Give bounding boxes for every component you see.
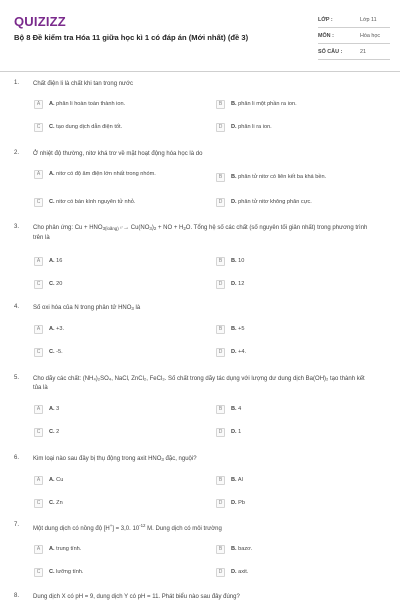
option-d[interactable]: D D. phân li ra ion. xyxy=(216,120,272,134)
option-text: Zn xyxy=(56,500,63,506)
option-badge: B xyxy=(216,100,225,109)
meta-count-row xyxy=(318,44,390,60)
question-number: 2. xyxy=(14,150,20,156)
option-badge: B xyxy=(216,257,225,266)
option-b[interactable]: B B. bazơ. xyxy=(216,542,252,556)
option-text: nitơ có độ âm điện lớn nhất trong nhóm. xyxy=(56,171,156,177)
option-text: nitơ có bán kính nguyên tử nhỏ. xyxy=(56,199,136,205)
option-badge: B xyxy=(216,325,225,334)
option-text: phân tử nitơ không phân cực. xyxy=(238,199,312,205)
option-badge: D xyxy=(216,499,225,508)
question-number: 1. xyxy=(14,80,20,86)
option-c[interactable]: C C. tạo dung dịch dẫn điện tốt. xyxy=(34,120,122,134)
option-b[interactable]: B B. +5 xyxy=(216,322,245,336)
option-d[interactable]: D D. phân tử nitơ không phân cực. xyxy=(216,195,312,209)
question-number: 7. xyxy=(14,522,20,528)
option-c[interactable]: C C. 2 xyxy=(34,425,59,439)
option-text: trung tính. xyxy=(56,546,82,552)
option-badge: D xyxy=(216,198,225,207)
option-badge: C xyxy=(34,499,43,508)
header xyxy=(0,0,400,72)
meta-subject-row xyxy=(318,28,390,44)
option-b[interactable]: B B. phân li một phần ra ion. xyxy=(216,97,297,111)
option-a[interactable]: A A. phân li hoàn toàn thành ion. xyxy=(34,97,125,111)
meta-subject-value: Hóa học xyxy=(360,32,381,39)
option-text: +3. xyxy=(56,326,65,332)
question-text: Cho phản ứng: $Cu + HNO_{3(loãng)}$ $t^\circ\to Cu(NO_3)_2$ + NO + $H_2O$. Tổng hệ số các chất (số nguyên tối giản nhất) trong phương trình trên là xyxy=(33,225,368,241)
option-badge: A xyxy=(34,545,43,554)
option-c[interactable]: C C. nitơ có bán kính nguyên tử nhỏ. xyxy=(34,195,135,209)
option-text: phân li ra ion. xyxy=(238,124,272,130)
option-a[interactable]: A A. 3 xyxy=(34,402,59,416)
question-number: 3. xyxy=(14,224,20,230)
option-badge: D xyxy=(216,280,225,289)
option-badge: D xyxy=(216,568,225,577)
option-text: 3 xyxy=(56,406,60,412)
option-text: phân li hoàn toàn thành ion. xyxy=(56,101,126,107)
option-a[interactable]: A A. 16 xyxy=(34,254,62,268)
option-c[interactable]: C C. Zn xyxy=(34,496,63,510)
option-a[interactable]: A A. trung tính. xyxy=(34,542,81,556)
question-number: 6. xyxy=(14,455,20,461)
question-number: 8. xyxy=(14,593,20,599)
option-a[interactable]: A A. +3. xyxy=(34,322,64,336)
option-d[interactable]: D D. 12 xyxy=(216,277,244,291)
option-text: 20 xyxy=(56,281,63,287)
option-d[interactable]: D D. Pb xyxy=(216,496,245,510)
option-a[interactable]: A A. Cu xyxy=(34,473,63,487)
option-text: +4. xyxy=(238,349,247,355)
option-badge: A xyxy=(34,170,43,179)
option-badge: C xyxy=(34,568,43,577)
option-c[interactable]: C C. 20 xyxy=(34,277,62,291)
question-text: Ở nhiệt độ thường, nitơ khá trơ về mặt hoạt động hóa học là do xyxy=(33,151,203,157)
question-text: Cho dãy các chất: (NH₄)₂SO₄, NaCl, ZnCl₂, FeCl₃. Số chất trong dãy tác dụng với lượng dư dung dịch Ba(OH)₂ tạo thành kết tủa là xyxy=(33,376,365,391)
option-badge: A xyxy=(34,325,43,334)
option-text: 4 xyxy=(238,406,242,412)
option-badge: D xyxy=(216,123,225,132)
option-badge: B xyxy=(216,545,225,554)
question-text: Số oxi hóa của N trong phân tử $HNO_3$ là xyxy=(33,305,141,311)
quizizz-logo: QUIZIZZ xyxy=(14,14,66,29)
option-text: bazơ. xyxy=(238,546,253,552)
option-b[interactable]: B B. phân tử nitơ có liên kết ba khá bền. xyxy=(216,170,326,184)
option-text: 2 xyxy=(56,429,60,435)
meta-subject-label: MÔN : xyxy=(318,32,334,39)
option-c[interactable]: C C. lưỡng tính. xyxy=(34,565,83,579)
option-badge: A xyxy=(34,100,43,109)
option-badge: A xyxy=(34,405,43,414)
option-badge: C xyxy=(34,348,43,357)
option-badge: B xyxy=(216,405,225,414)
option-badge: A xyxy=(34,476,43,485)
option-d[interactable]: D D. +4. xyxy=(216,345,246,359)
question-text: Một dung dịch có nồng độ [H+] = 3,0. $10^{-12}$ M. Dung dịch có môi trường xyxy=(33,523,222,532)
meta-class-row xyxy=(318,12,390,28)
option-b[interactable]: B B. 10 xyxy=(216,254,244,268)
option-text: Al xyxy=(237,477,243,483)
option-badge: B xyxy=(216,476,225,485)
option-text: 12 xyxy=(238,281,245,287)
question-text: Chất điện li là chất khi tan trong nước xyxy=(33,81,134,87)
option-b[interactable]: B B. Al xyxy=(216,473,243,487)
option-text: 16 xyxy=(56,258,63,264)
option-badge: C xyxy=(34,428,43,437)
question-text: Dung dịch X có pH = 9, dung dịch Y có pH = 11. Phát biểu nào sau đây đúng? xyxy=(33,594,240,600)
meta-box xyxy=(318,12,390,60)
meta-class-label: LỚP : xyxy=(318,16,333,23)
option-text: axit. xyxy=(238,569,249,575)
option-badge: D xyxy=(216,428,225,437)
option-badge: C xyxy=(34,198,43,207)
option-d[interactable]: D D. 1 xyxy=(216,425,241,439)
option-text: lưỡng tính. xyxy=(56,569,84,575)
option-text: 1 xyxy=(238,429,242,435)
option-text: Pb xyxy=(238,500,245,506)
option-c[interactable]: C C. -5. xyxy=(34,345,63,359)
meta-class-value: Lớp 11 xyxy=(360,16,377,23)
option-b[interactable]: B B. 4 xyxy=(216,402,241,416)
question-text: Kim loại nào sau đây bị thụ động trong axit $HNO_3$ đặc, nguội? xyxy=(33,456,197,462)
option-a[interactable]: A A. nitơ có độ âm điện lớn nhất trong nhóm. xyxy=(34,167,156,181)
option-text: tạo dung dịch dẫn điện tốt. xyxy=(56,124,123,130)
document-title: Bộ 8 Đề kiểm tra Hóa 11 giữa học kì 1 có đáp án (Mới nhất) (đề 3) xyxy=(14,33,249,42)
meta-count-label: SỐ CÂU : xyxy=(318,48,343,55)
question-number: 5. xyxy=(14,375,20,381)
question-number: 4. xyxy=(14,304,20,310)
option-text: +5 xyxy=(238,326,245,332)
option-text: phân tử nitơ có liên kết ba khá bền. xyxy=(238,174,327,180)
option-d[interactable]: D D. axit. xyxy=(216,565,248,579)
option-text: 10 xyxy=(238,258,245,264)
option-badge: C xyxy=(34,280,43,289)
option-text: phân li một phần ra ion. xyxy=(238,101,297,107)
meta-count-value: 21 xyxy=(360,48,366,55)
option-badge: A xyxy=(34,257,43,266)
option-badge: D xyxy=(216,348,225,357)
option-text: Cu xyxy=(56,477,64,483)
option-badge: B xyxy=(216,173,225,182)
option-text: -5. xyxy=(56,349,63,355)
option-badge: C xyxy=(34,123,43,132)
